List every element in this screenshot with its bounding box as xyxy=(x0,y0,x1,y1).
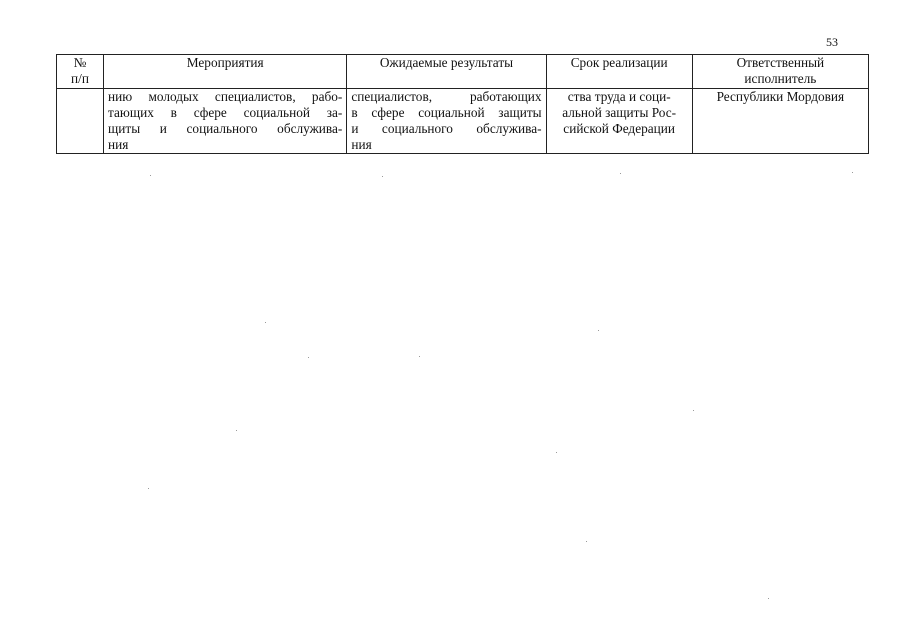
header-number-line-1: № xyxy=(73,55,87,70)
scan-speck xyxy=(620,173,621,174)
results-line-4: ния xyxy=(351,137,372,152)
activities-line-3: щиты и социального обслужива- xyxy=(108,121,343,136)
deadline-line-3: сийской Федерации xyxy=(563,121,676,136)
header-number xyxy=(57,55,104,89)
scan-speck xyxy=(598,330,599,331)
header-activities: Мероприятия xyxy=(104,55,347,89)
scan-speck xyxy=(693,410,694,411)
activities-line-4: ния xyxy=(108,137,129,152)
cell-responsible xyxy=(692,89,868,154)
activities-line-2: тающих в сфере социальной за- xyxy=(108,105,343,120)
cell-deadline xyxy=(546,89,692,154)
scan-speck xyxy=(236,430,237,431)
table-row xyxy=(57,89,869,154)
cell-expected-results xyxy=(347,89,546,154)
results-line-1: специалистов, работающих xyxy=(351,89,542,104)
scan-speck xyxy=(768,598,769,599)
header-responsible-line-2: исполнитель xyxy=(744,71,817,86)
cell-activities xyxy=(104,89,347,154)
scan-speck xyxy=(419,356,420,357)
scan-speck xyxy=(308,357,309,358)
deadline-line-2: альной защиты Рос- xyxy=(562,105,677,120)
scan-speck xyxy=(150,175,151,176)
header-expected-results: Ожидаемые результаты xyxy=(347,55,546,89)
scan-speck xyxy=(586,541,587,542)
page-number: 53 xyxy=(826,35,838,49)
scan-speck xyxy=(148,488,149,489)
scan-speck xyxy=(852,172,853,173)
scan-speck xyxy=(382,176,383,177)
table-header-row xyxy=(57,55,869,89)
scan-speck xyxy=(265,322,266,323)
results-line-3: и социального обслужива- xyxy=(351,121,542,136)
activities-table xyxy=(56,54,869,154)
cell-number xyxy=(57,89,104,154)
header-deadline: Срок реализации xyxy=(546,55,692,89)
header-responsible xyxy=(692,55,868,89)
header-responsible-line-1: Ответственный xyxy=(736,55,825,70)
scan-speck xyxy=(556,452,557,453)
deadline-line-1: ства труда и соци- xyxy=(567,89,671,104)
activities-line-1: нию молодых специалистов, рабо- xyxy=(108,89,343,104)
header-number-line-2: п/п xyxy=(71,71,89,86)
results-line-2: в сфере социальной защиты xyxy=(351,105,542,120)
responsible-line-1: Республики Мордовия xyxy=(716,89,845,104)
